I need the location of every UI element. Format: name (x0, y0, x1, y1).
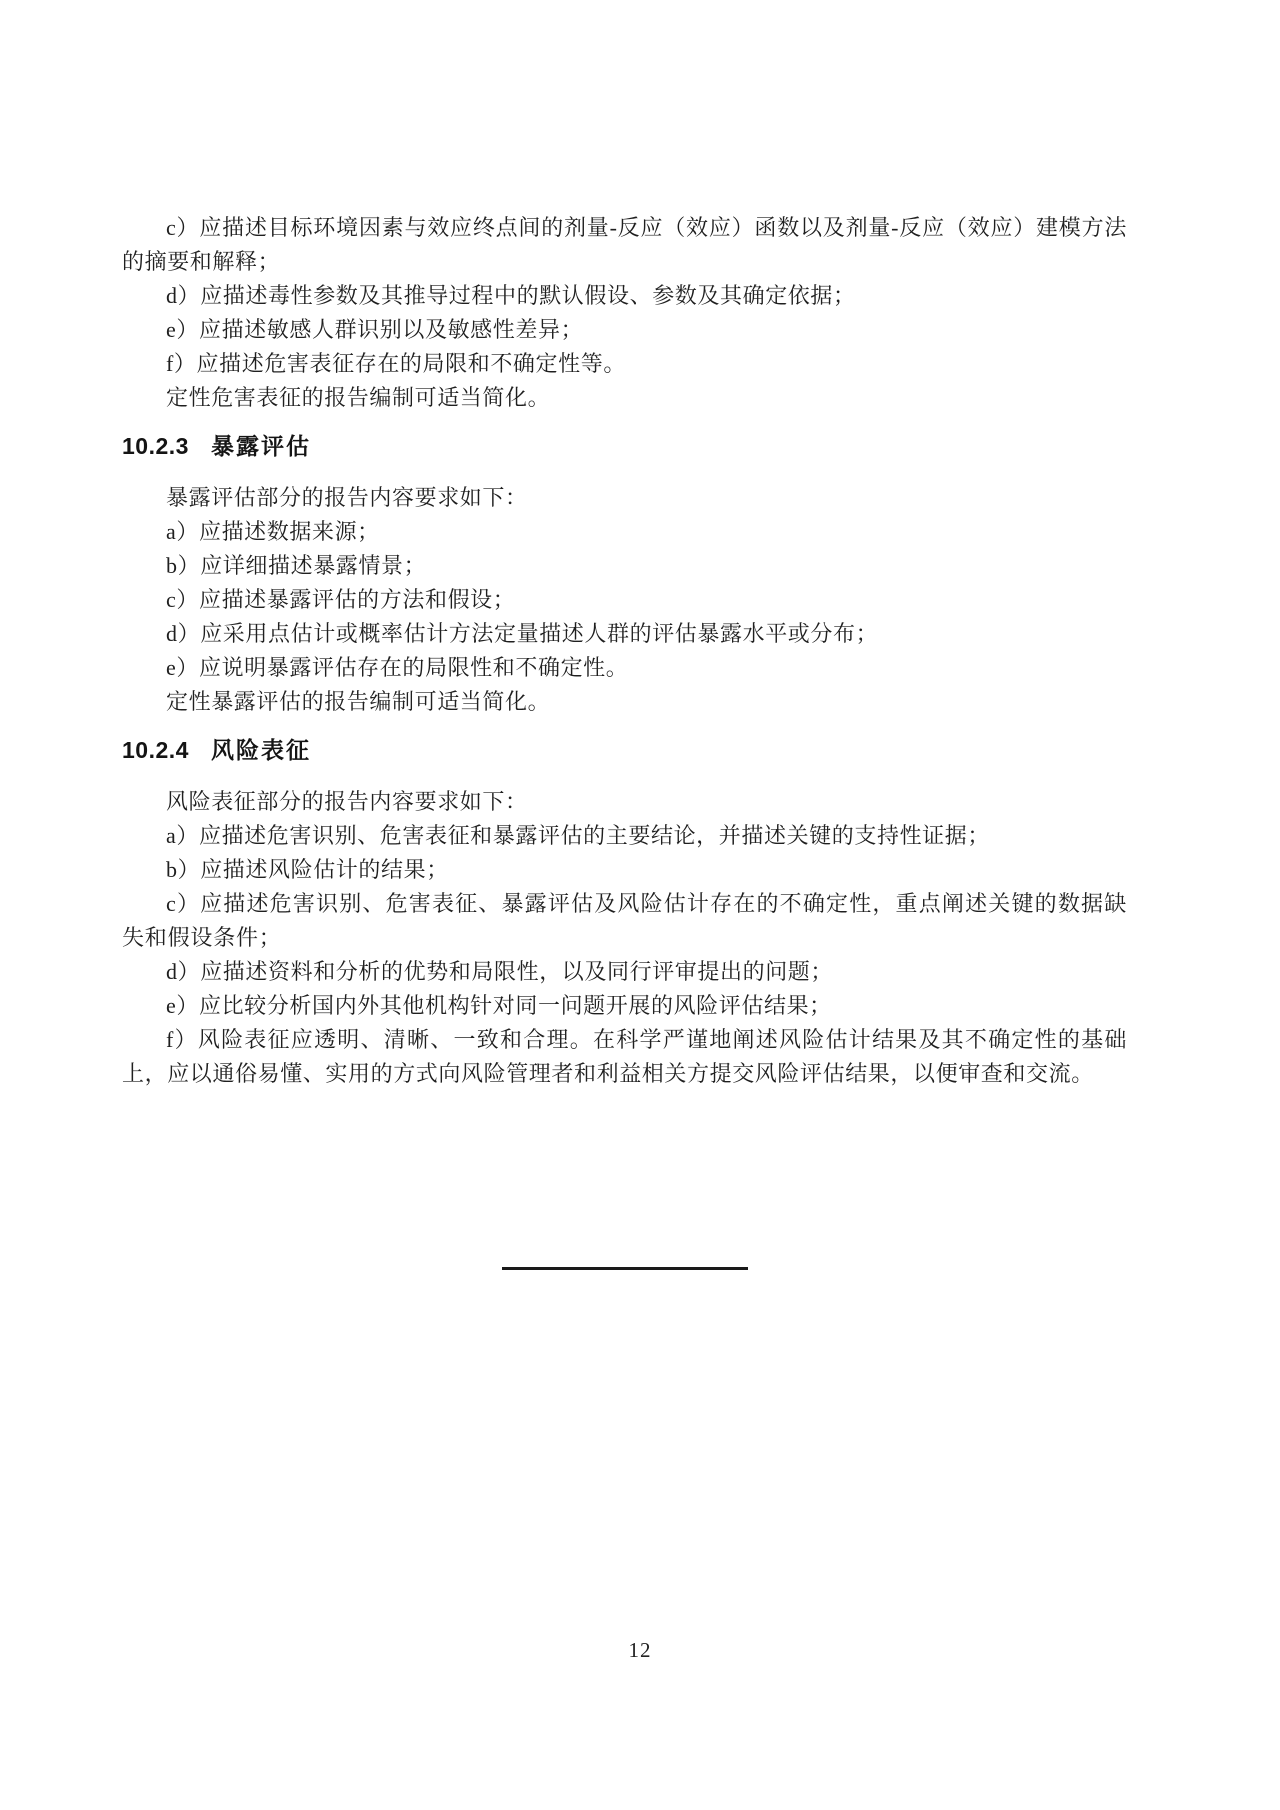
intro-note-simplification: 定性危害表征的报告编制可适当简化。 (166, 385, 551, 410)
section-note-simplification: 定性暴露评估的报告编制可适当简化。 (166, 689, 551, 714)
intro-list-item-c: c）应描述目标环境因素与效应终点间的剂量-反应（效应）函数以及剂量-反应（效应）建模方法的摘要和解释； (122, 215, 1127, 274)
section-heading-10-2-3 (122, 429, 1127, 463)
list-item-a: a）应描述数据来源； (166, 519, 380, 544)
list-item-e: e）应比较分析国内外其他机构针对同一问题开展的风险评估结果； (166, 993, 832, 1018)
section-lead-paragraph: 风险表征部分的报告内容要求如下： (166, 789, 528, 814)
list-item-e: e）应说明暴露评估存在的局限性和不确定性。 (166, 655, 629, 680)
section-title: 暴露评估 (210, 433, 311, 459)
end-of-text-divider (502, 1267, 748, 1270)
section-title: 风险表征 (210, 737, 311, 763)
list-item-b: b）应详细描述暴露情景； (166, 553, 427, 578)
list-item-b: b）应描述风险估计的结果； (166, 857, 449, 882)
list-item-a: a）应描述危害识别、危害表征和暴露评估的主要结论，并描述关键的支持性证据； (166, 823, 990, 848)
page-number: 12 (628, 1638, 652, 1662)
intro-list-item-d: d）应描述毒性参数及其推导过程中的默认假设、参数及其确定依据； (166, 283, 856, 308)
intro-list-item-e: e）应描述敏感人群识别以及敏感性差异； (166, 317, 584, 342)
section-lead-paragraph: 暴露评估部分的报告内容要求如下： (166, 485, 528, 510)
section-number: 10.2.4 (122, 737, 189, 763)
intro-list-item-f: f）应描述危害表征存在的局限和不确定性等。 (166, 351, 626, 376)
list-item-d: d）应采用点估计或概率估计方法定量描述人群的评估暴露水平或分布； (166, 621, 879, 646)
list-item-c: c）应描述危害识别、危害表征、暴露评估及风险估计存在的不确定性，重点阐述关键的数据缺失和假设条件； (122, 891, 1127, 950)
list-item-c: c）应描述暴露评估的方法和假设； (166, 587, 516, 612)
section-number: 10.2.3 (122, 433, 189, 459)
section-heading-10-2-4 (122, 733, 1127, 767)
list-item-d: d）应描述资料和分析的优势和局限性，以及同行评审提出的问题； (166, 959, 834, 984)
list-item-f: f）风险表征应透明、清晰、一致和合理。在科学严谨地阐述风险估计结果及其不确定性的基础上，应以通俗易懂、实用的方式向风险管理者和利益相关方提交风险评估结果，以便审查和交流。 (122, 1027, 1127, 1086)
